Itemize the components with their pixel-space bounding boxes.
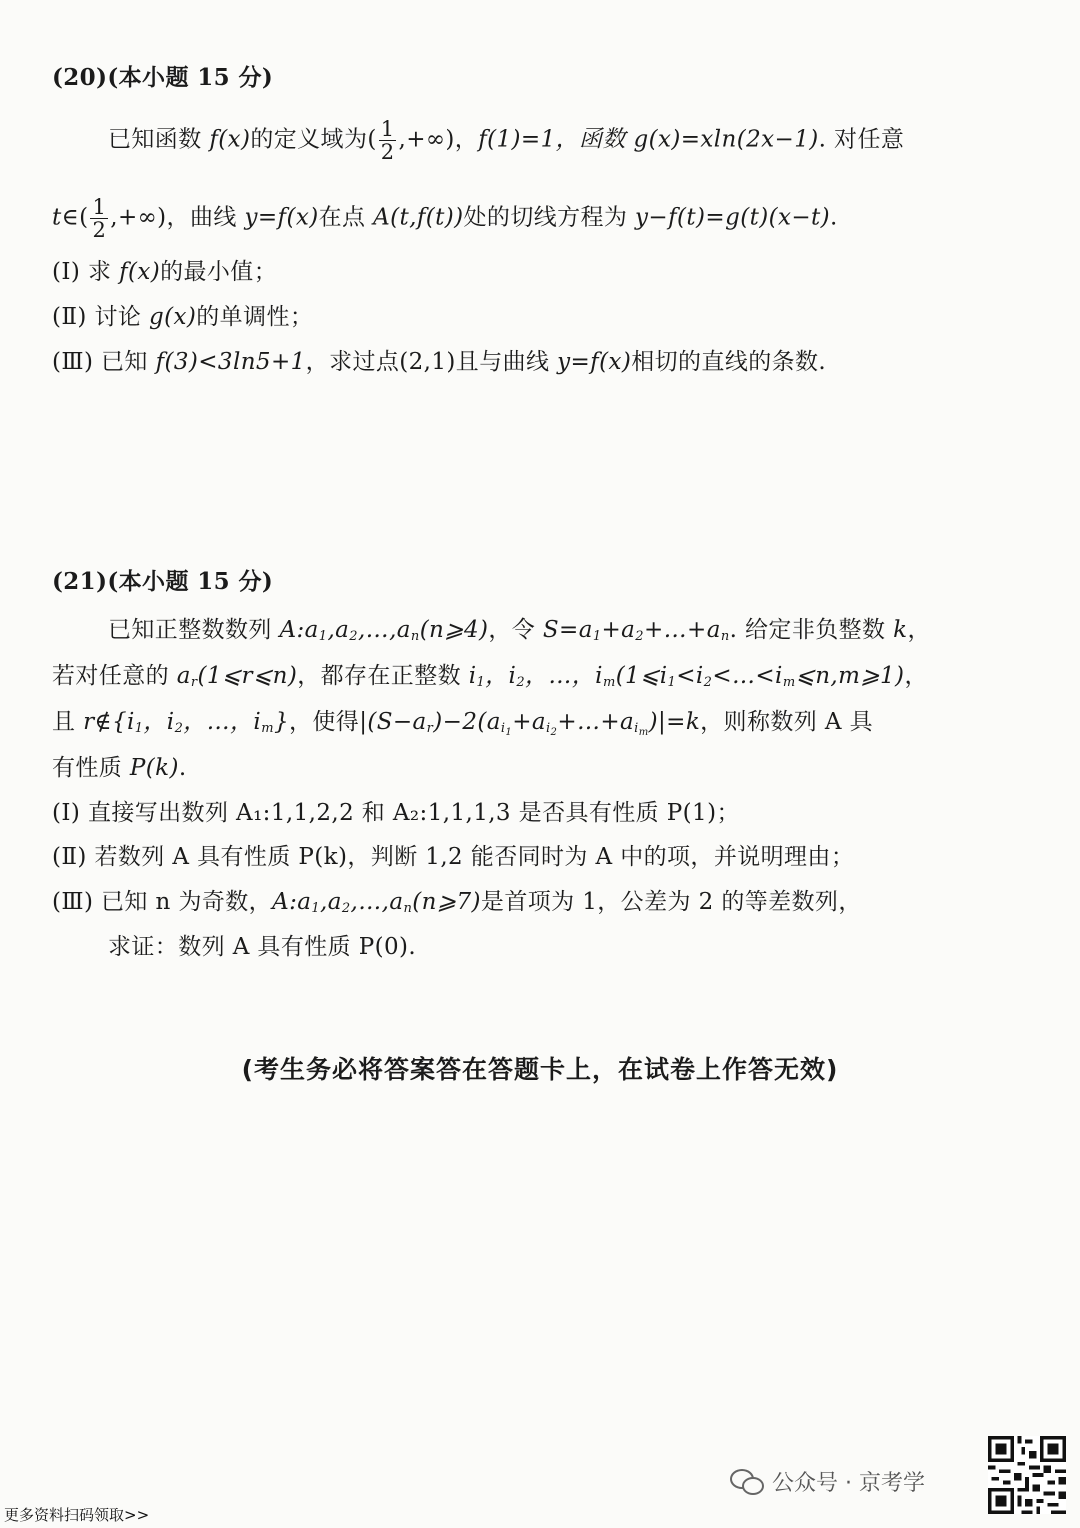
watermark: [730, 1466, 925, 1497]
watermark-text: 公众号 · 京考学: [772, 1471, 925, 1496]
qr-code[interactable]: [988, 1436, 1066, 1514]
q21-part3-proof: 求证：数列 A 具有性质 P(0).: [108, 934, 417, 960]
fraction-half: $\frac{1}{2}$: [380, 117, 395, 164]
q21-line1: 已知正整数数列 $A:a_1,a_2,\dots,a_n(n⩾4)$，令 $S=a_1+a_2+\dots+a_n$. 给定非负整数 k，: [108, 617, 931, 644]
q21-line3: 且 $r\notin\{i_1$，$i_2$，…，$i_m$}，使得$|(S-a_r)-2(a_{i_1}+a_{i_2}+\dots+a_{i_m})|=k$，则称数列 A 具: [52, 709, 873, 738]
fraction-half: $\frac{1}{2}$: [92, 195, 107, 242]
q20-line2: t∈( $\frac{1}{2}$ ,+∞)，曲线 y=f(x)在点 A(t,f(t))处的切线方程为 y−f(t)=g(t)(x−t).: [52, 195, 838, 242]
q21-line2: 若对任意的 $a_r(1⩽r⩽n)$，都存在正整数 $i_1$，$i_2$，…，$i_m(1⩽i_1<i_2<\dots<i_m⩽n,m⩾1)$，: [52, 663, 928, 690]
q20-part2: (Ⅱ) 讨论 g(x)的单调性；: [52, 304, 314, 330]
q20-intro: 已知函数 f(x)的定义域为( $\frac{1}{2}$ ,+∞)，f(1)=1，函数 g(x)=xln(2x−1). 对任意: [108, 117, 905, 164]
exam-notice: (考生务必将答案答在答题卡上，在试卷上作答无效): [241, 1055, 839, 1084]
q21-part3: (Ⅲ) 已知 n 为奇数，$A:a_1,a_2,\dots,a_n(n⩾7)$是首项为 1，公差为 2 的等差数列，: [52, 889, 862, 916]
q21-part2: (Ⅱ) 若数列 A 具有性质 P(k)，判断 1,2 能否同时为 A 中的项，并说明理由；: [52, 844, 855, 870]
q21-line4: 有性质 P(k).: [52, 755, 187, 781]
footer-link[interactable]: 更多资料扫码领取>>: [4, 1506, 150, 1524]
q20-part1: (Ⅰ) 求 f(x)的最小值；: [52, 259, 278, 285]
q21-part1: (Ⅰ) 直接写出数列 A₁:1,1,2,2 和 A₂:1,1,1,3 是否具有性质 P(1)；: [52, 800, 740, 826]
wechat-icon: [730, 1469, 764, 1495]
q21-title: (21)(本小题 15 分): [52, 568, 274, 595]
q20-part3: (Ⅲ) 已知 f(3)<3ln5+1，求过点(2,1)且与曲线 y=f(x)相切的直线的条数.: [52, 349, 827, 375]
q20-title: (20)(本小题 15 分): [52, 64, 274, 91]
